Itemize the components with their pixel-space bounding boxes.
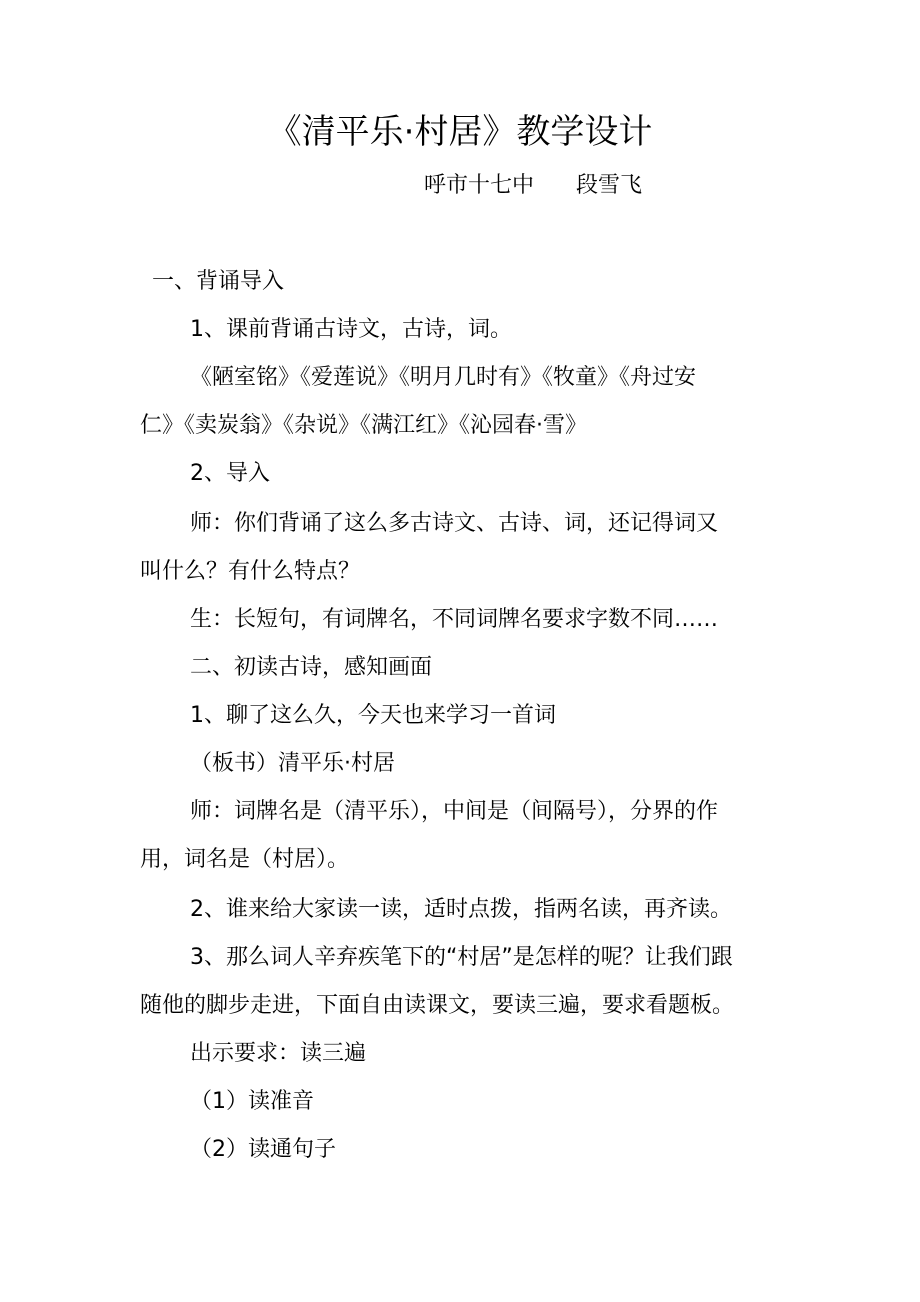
author-name: 段雪飞 xyxy=(575,173,642,198)
paragraph-line: 师：词牌名是（清平乐），中间是（间隔号），分界的作 xyxy=(190,799,719,824)
paragraph-line: 叫什么？有什么特点？ xyxy=(140,559,361,584)
paragraph-line: 师：你们背诵了这么多古诗文、古诗、词，还记得词又 xyxy=(190,511,719,536)
paragraph-line: 用，词名是（村居）。 xyxy=(140,847,350,872)
paragraph-line: 随他的脚步走进，下面自由读课文，要读三遍，要求看题板。 xyxy=(140,993,735,1018)
school-name: 呼市十七中 xyxy=(424,173,535,198)
section-heading-2: 二、初读古诗，感知画面 xyxy=(190,655,433,680)
byline xyxy=(424,170,642,202)
paragraph-line: 出示要求：读三遍 xyxy=(190,1041,367,1066)
paragraph-line: 生：长短句，有词牌名，不同词牌名要求字数不同…… xyxy=(190,607,719,632)
paragraph-line: 2、导入 xyxy=(190,461,270,486)
paragraph-line: 2、谁来给大家读一读，适时点拨，指两名读，再齐读。 xyxy=(190,897,732,922)
list-item: （1）读准音 xyxy=(190,1089,314,1114)
paragraph-line: （板书）清平乐·村居 xyxy=(190,751,395,776)
paragraph-line: 仁》《卖炭翁》《杂说》《满江红》《沁园春·雪》 xyxy=(140,413,587,438)
paragraph-line: 3、那么词人辛弃疾笔下的“村居”是怎样的呢？让我们跟 xyxy=(190,945,733,970)
paragraph-line: 1、课前背诵古诗文，古诗，词。 xyxy=(190,317,512,342)
document-title: 《清平乐·村居》教学设计 xyxy=(267,112,653,152)
list-item: （2）读通句子 xyxy=(190,1137,336,1162)
section-heading-1: 一、背诵导入 xyxy=(152,269,285,294)
paragraph-line: 《陋室铭》《爱莲说》《明月几时有》《牧童》《舟过安 xyxy=(190,365,697,390)
paragraph-line: 1、聊了这么久，今天也来学习一首词 xyxy=(190,703,556,728)
